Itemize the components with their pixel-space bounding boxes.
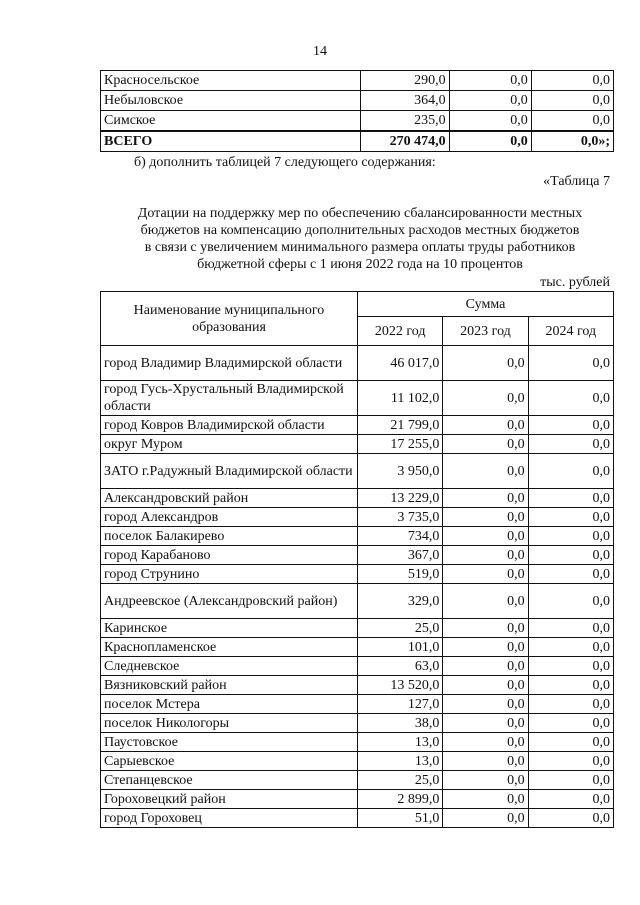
units-label: тыс. рублей <box>540 275 610 290</box>
value-2023-cell: 0,0 <box>443 584 528 619</box>
value-cell: 0,0 <box>531 71 613 91</box>
value-2022-cell: 13,0 <box>358 752 443 771</box>
page-number: 14 <box>313 44 327 59</box>
table-row <box>101 527 614 546</box>
value-2024-cell: 0,0 <box>528 565 613 584</box>
value-2024-cell: 0,0 <box>528 752 613 771</box>
table-row <box>101 346 614 381</box>
value-2024-cell: 0,0 <box>528 489 613 508</box>
table-row <box>101 508 614 527</box>
subsidy-table <box>100 291 614 828</box>
total-value-cell: 270 474,0 <box>361 131 449 152</box>
value-2022-cell: 25,0 <box>358 619 443 638</box>
table-row <box>101 381 614 416</box>
row-name-cell: Сарыевское <box>101 752 358 771</box>
row-name-cell: Краснопламенское <box>101 638 358 657</box>
value-2024-cell: 0,0 <box>528 584 613 619</box>
table-header <box>101 292 614 346</box>
row-name-cell: Александровский район <box>101 489 358 508</box>
value-2022-cell: 51,0 <box>358 809 443 828</box>
row-name-cell: Небыловское <box>101 91 361 111</box>
value-2024-cell: 0,0 <box>528 346 613 381</box>
row-name-cell: город Ковров Владимирской области <box>101 416 358 435</box>
value-2024-cell: 0,0 <box>528 733 613 752</box>
table-row <box>101 809 614 828</box>
header-sum-cell: Сумма <box>358 292 614 317</box>
value-2024-cell: 0,0 <box>528 695 613 714</box>
value-cell: 0,0 <box>531 111 613 132</box>
row-name-cell: город Гороховец <box>101 809 358 828</box>
header-year-2022: 2022 год <box>358 317 443 346</box>
table-row <box>101 565 614 584</box>
table-row <box>101 91 614 111</box>
row-name-cell: Вязниковский район <box>101 676 358 695</box>
table-row <box>101 657 614 676</box>
row-name-cell: город Карабаново <box>101 546 358 565</box>
row-name-cell: округ Муром <box>101 435 358 454</box>
value-2023-cell: 0,0 <box>443 454 528 489</box>
total-value-cell: 0,0»; <box>531 131 613 152</box>
value-2024-cell: 0,0 <box>528 790 613 809</box>
table-row <box>101 71 614 91</box>
value-cell: 235,0 <box>361 111 449 132</box>
table-row <box>101 752 614 771</box>
table-row <box>101 619 614 638</box>
value-2023-cell: 0,0 <box>443 809 528 828</box>
value-2024-cell: 0,0 <box>528 527 613 546</box>
total-row <box>101 131 614 152</box>
value-2023-cell: 0,0 <box>443 416 528 435</box>
value-2022-cell: 329,0 <box>358 584 443 619</box>
row-name-cell: Андреевское (Александровский район) <box>101 584 358 619</box>
value-cell: 290,0 <box>361 71 449 91</box>
table-body <box>101 346 614 828</box>
value-2022-cell: 38,0 <box>358 714 443 733</box>
row-name-cell: город Владимир Владимирской области <box>101 346 358 381</box>
value-2022-cell: 367,0 <box>358 546 443 565</box>
row-name-cell: Симское <box>101 111 361 132</box>
value-2024-cell: 0,0 <box>528 416 613 435</box>
value-2023-cell: 0,0 <box>443 790 528 809</box>
table-row <box>101 638 614 657</box>
value-2024-cell: 0,0 <box>528 809 613 828</box>
top-table-body <box>101 71 614 152</box>
table-row <box>101 416 614 435</box>
heading-line: бюджетной сферы с 1 июня 2022 года на 10 процентов <box>197 257 523 272</box>
table-row <box>101 714 614 733</box>
value-2024-cell: 0,0 <box>528 381 613 416</box>
value-2024-cell: 0,0 <box>528 771 613 790</box>
value-2023-cell: 0,0 <box>443 527 528 546</box>
row-name-cell: поселок Никологоры <box>101 714 358 733</box>
row-name-cell: Степанцевское <box>101 771 358 790</box>
value-2022-cell: 13 520,0 <box>358 676 443 695</box>
value-2023-cell: 0,0 <box>443 733 528 752</box>
row-name-cell: ЗАТО г.Радужный Владимирской области <box>101 454 358 489</box>
value-2024-cell: 0,0 <box>528 657 613 676</box>
total-name-cell: ВСЕГО <box>101 131 361 152</box>
value-2023-cell: 0,0 <box>443 752 528 771</box>
value-2022-cell: 3 735,0 <box>358 508 443 527</box>
header-year-2024: 2024 год <box>528 317 613 346</box>
value-2023-cell: 0,0 <box>443 714 528 733</box>
row-name-cell: поселок Балакирево <box>101 527 358 546</box>
row-name-cell: Паустовское <box>101 733 358 752</box>
value-2022-cell: 734,0 <box>358 527 443 546</box>
table-heading <box>90 205 630 273</box>
value-2024-cell: 0,0 <box>528 714 613 733</box>
table-row <box>101 435 614 454</box>
row-name-cell: Гороховецкий район <box>101 790 358 809</box>
value-2022-cell: 2 899,0 <box>358 790 443 809</box>
value-cell: 0,0 <box>449 91 531 111</box>
value-2024-cell: 0,0 <box>528 676 613 695</box>
heading-line: бюджетов на компенсацию дополнительных расходов местных бюджетов <box>140 223 580 238</box>
value-2024-cell: 0,0 <box>528 638 613 657</box>
value-2023-cell: 0,0 <box>443 381 528 416</box>
value-2022-cell: 25,0 <box>358 771 443 790</box>
row-name-cell: Следневское <box>101 657 358 676</box>
value-2024-cell: 0,0 <box>528 546 613 565</box>
table-row <box>101 111 614 132</box>
value-2022-cell: 17 255,0 <box>358 435 443 454</box>
value-cell: 364,0 <box>361 91 449 111</box>
value-2024-cell: 0,0 <box>528 454 613 489</box>
value-2022-cell: 11 102,0 <box>358 381 443 416</box>
value-2023-cell: 0,0 <box>443 435 528 454</box>
value-2023-cell: 0,0 <box>443 546 528 565</box>
header-row <box>101 292 614 317</box>
value-2024-cell: 0,0 <box>528 508 613 527</box>
value-2022-cell: 101,0 <box>358 638 443 657</box>
table-row <box>101 454 614 489</box>
value-2022-cell: 63,0 <box>358 657 443 676</box>
table-row <box>101 733 614 752</box>
total-value-cell: 0,0 <box>449 131 531 152</box>
table-row <box>101 790 614 809</box>
row-name-cell: Каринское <box>101 619 358 638</box>
table-row <box>101 676 614 695</box>
table-row <box>101 771 614 790</box>
row-name-cell: город Гусь-Хрустальный Владимирской области <box>101 381 358 416</box>
value-2023-cell: 0,0 <box>443 695 528 714</box>
row-name-cell: поселок Мстера <box>101 695 358 714</box>
table-row <box>101 489 614 508</box>
heading-line: в связи с увеличением минимального размера оплаты труды работников <box>144 240 576 255</box>
value-2023-cell: 0,0 <box>443 346 528 381</box>
table-row <box>101 695 614 714</box>
top-table <box>100 70 614 152</box>
row-name-cell: город Александров <box>101 508 358 527</box>
value-2023-cell: 0,0 <box>443 771 528 790</box>
value-2022-cell: 3 950,0 <box>358 454 443 489</box>
value-2023-cell: 0,0 <box>443 565 528 584</box>
value-cell: 0,0 <box>449 71 531 91</box>
value-2023-cell: 0,0 <box>443 489 528 508</box>
heading-line: Дотации на поддержку мер по обеспечению сбалансированности местных <box>137 206 583 221</box>
value-2022-cell: 13 229,0 <box>358 489 443 508</box>
value-2024-cell: 0,0 <box>528 619 613 638</box>
table-row <box>101 584 614 619</box>
value-2022-cell: 127,0 <box>358 695 443 714</box>
value-cell: 0,0 <box>449 111 531 132</box>
value-2022-cell: 46 017,0 <box>358 346 443 381</box>
value-2023-cell: 0,0 <box>443 676 528 695</box>
value-2022-cell: 519,0 <box>358 565 443 584</box>
row-name-cell: город Струнино <box>101 565 358 584</box>
table-label: «Таблица 7 <box>543 174 610 189</box>
value-cell: 0,0 <box>531 91 613 111</box>
value-2024-cell: 0,0 <box>528 435 613 454</box>
value-2023-cell: 0,0 <box>443 508 528 527</box>
header-year-2023: 2023 год <box>443 317 528 346</box>
table-row <box>101 546 614 565</box>
value-2023-cell: 0,0 <box>443 619 528 638</box>
header-name-cell: Наименование муниципального образования <box>101 292 358 346</box>
value-2022-cell: 13,0 <box>358 733 443 752</box>
value-2023-cell: 0,0 <box>443 657 528 676</box>
value-2022-cell: 21 799,0 <box>358 416 443 435</box>
value-2023-cell: 0,0 <box>443 638 528 657</box>
row-name-cell: Красносельское <box>101 71 361 91</box>
amendment-text: б) дополнить таблицей 7 следующего содержания: <box>134 155 436 170</box>
